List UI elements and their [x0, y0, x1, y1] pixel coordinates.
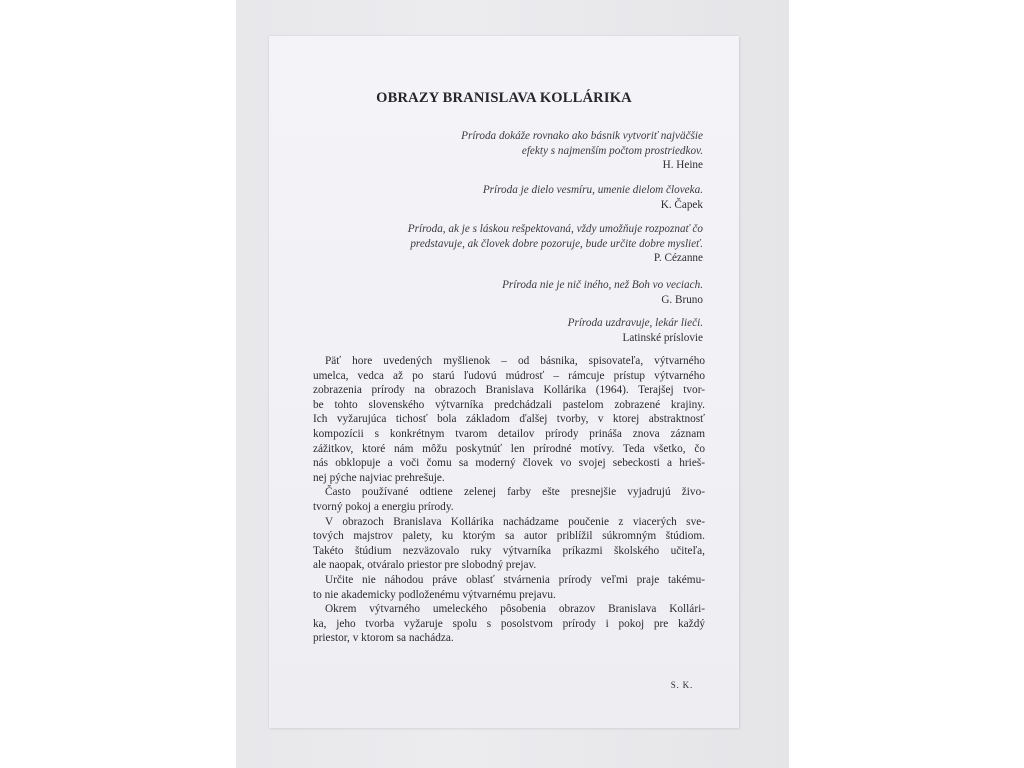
text-line: Päť hore uvedených myšlienok – od básnika, spisovateľa, výtvarného: [325, 355, 705, 367]
quote-line: Príroda dokáže rovnako ako básnik vytvoriť najväčšie: [461, 130, 703, 142]
text-line: Okrem výtvarného umeleckého pôsobenia obrazov Branislava Kollári-: [325, 603, 705, 616]
quote-line: predstavuje, ak človek dobre pozoruje, bude určite dobre myslieť.: [410, 237, 703, 250]
paper-sheet: [269, 36, 739, 728]
quote-author: P. Cézanne: [653, 252, 703, 264]
quote-author: Latinské príslovie: [622, 331, 703, 344]
quote-capek: [483, 183, 703, 212]
quote-line: Príroda nie je nič iného, než Boh vo veciach.: [502, 279, 703, 291]
text-line: tvorný pokoj a energiu prírody.: [313, 500, 454, 513]
quote-heine: [461, 129, 703, 173]
quote-cezanne: [408, 222, 703, 266]
text-line: zážitkov, ktoré nám môžu poskytnúť len prírodné motívy. Teda všetko, čo: [313, 442, 705, 455]
text-line: Často používané odtiene zelenej farby ešte presnejšie vyjadrujú živo-: [325, 486, 705, 499]
text-line: be tohto slovenského výtvarníka predchádzali pastelom zobrazené krajiny.: [313, 398, 705, 411]
paragraph: [313, 485, 705, 514]
quote-bruno: [502, 278, 703, 307]
text-line: umelca, vedca až po starú ľudovú múdrosť – rámcuje prístup výtvarného: [313, 369, 705, 382]
quote-line: Príroda, ak je s láskou rešpektovaná, vždy umožňuje rozpoznať čo: [407, 223, 703, 235]
quote-author: H. Heine: [662, 159, 703, 171]
paragraph: [313, 515, 705, 573]
text-line: ka, jeho tvorba vyžaruje spolu s posolstvom prírody i pokoj pre každý: [313, 617, 705, 630]
quote-author: G. Bruno: [661, 293, 703, 306]
quote-line: Príroda je dielo vesmíru, umenie dielom človeka.: [482, 184, 703, 196]
text-line: nás obklopuje a voči čomu sa moderný človek vo svojej sebeckosti a hrieš-: [313, 457, 705, 470]
text-line: Určite nie náhodou práve oblasť stvárnenia prírody veľmi praje takému-: [325, 573, 705, 586]
quote-line: Príroda uzdravuje, lekár lieči.: [567, 317, 703, 329]
paragraph: [313, 573, 705, 602]
quote-proverb: [568, 316, 703, 345]
text-line: kompozícii s konkrétnym tvarom detailov prírody prináša znova záznam: [313, 427, 705, 440]
text-line: ale naopak, otváralo priestor pre slobodný prejav.: [313, 559, 537, 572]
text-line: to nie akademicky podloženému výtvarnému prejavu.: [313, 588, 556, 601]
paragraph: [313, 602, 705, 646]
text-line: Takéto štúdium nezväzovalo ruky výtvarníka príkazmi školského učiteľa,: [313, 544, 705, 557]
text-line: tových majstrov palety, ku ktorým sa autor priblížil súkromným štúdiom.: [313, 530, 705, 543]
text-line: nej pýche najviac prehrešuje.: [313, 471, 445, 484]
paragraph: [313, 354, 705, 485]
text-line: zobrazenia prírody na obrazoch Branislava Kollárika (1964). Terajšej tvor-: [313, 384, 705, 397]
document-title: OBRAZY BRANISLAVA KOLLÁRIKA: [376, 90, 632, 106]
author-signature: S. K.: [670, 680, 693, 690]
text-line: V obrazoch Branislava Kollárika nachádzame poučenie z viacerých sve-: [325, 515, 705, 528]
text-line: priestor, v ktorom sa nachádza.: [313, 632, 454, 645]
quote-line: efekty s najmenším počtom prostriedkov.: [521, 144, 703, 157]
quote-author: K. Čapek: [660, 198, 703, 211]
text-line: Ich vyžarujúca tichosť bola základom ďalšej tvorby, v ktorej abstraktnosť: [313, 413, 705, 426]
article-body: [313, 354, 705, 646]
